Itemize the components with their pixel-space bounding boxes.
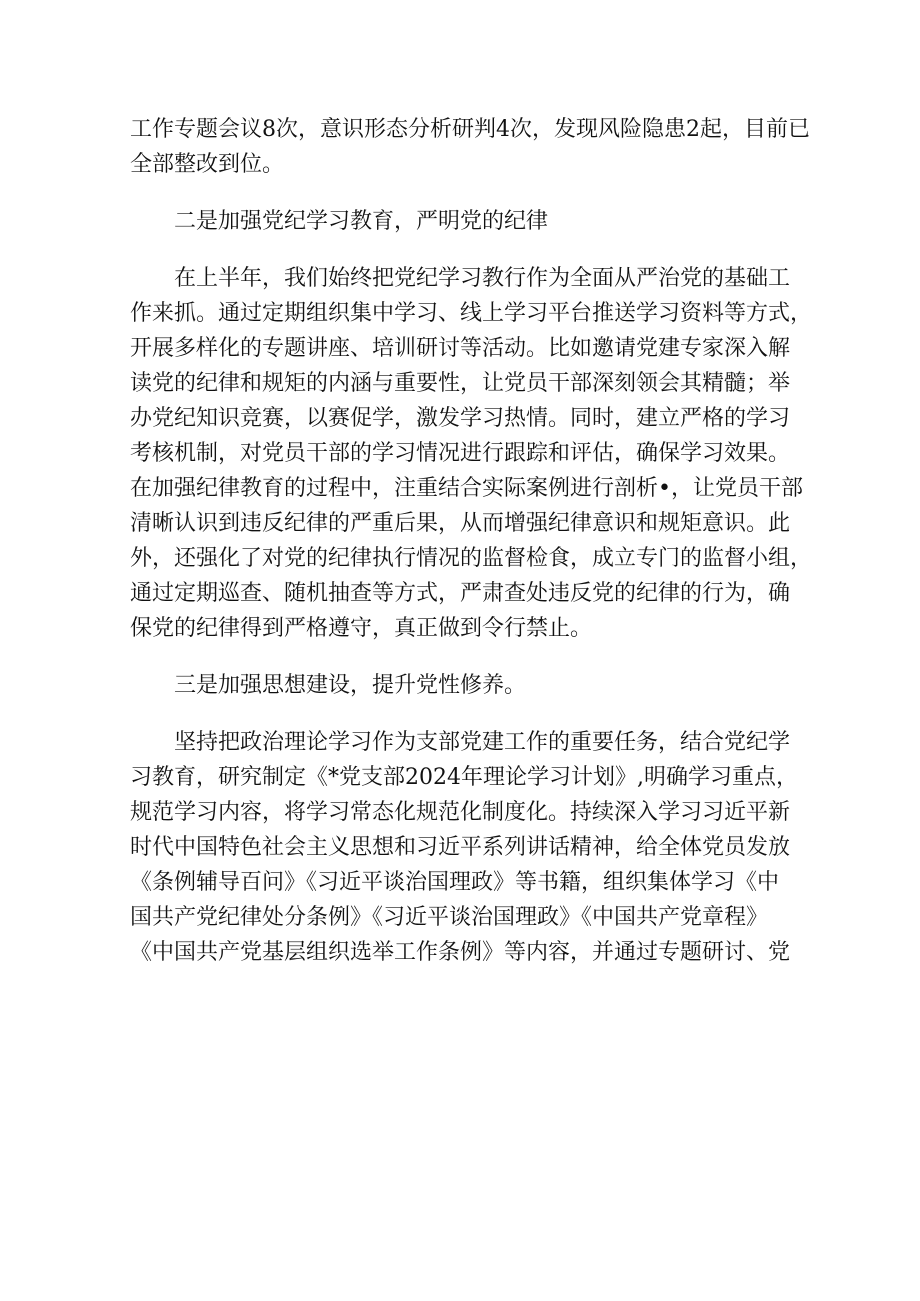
text-line: 读党的纪律和规矩的内涵与重要性，让党员干部深刻领会其精髓；举 bbox=[130, 371, 791, 396]
text-line: 在加强纪律教育的过程中，注重结合实际案例进行剖析•，让党员干部 bbox=[130, 476, 803, 501]
document-body bbox=[130, 112, 813, 970]
paragraph-ideological-building bbox=[130, 725, 798, 970]
text-line: 开展多样化的专题讲座、培训研讨等活动。比如邀请党建专家深入解 bbox=[130, 336, 791, 361]
text-line: 作来抓。通过定期组织集中学习、线上学习平台推送学习资料等方式， bbox=[130, 301, 813, 326]
text-line: 全部整改到位。 bbox=[130, 152, 285, 177]
text-line: 清晰认识到违反纪律的严重后果，从而增强纪律意识和规矩意识。此 bbox=[130, 511, 791, 536]
paragraph-discipline-education bbox=[130, 261, 813, 646]
text-line: 习教育，研究制定《*党支部2024年理论学习计划》,明确学习重点， bbox=[130, 765, 798, 790]
paragraph-heading-three bbox=[130, 668, 794, 703]
text-line: 通过定期巡查、随机抽查等方式，严肃查处违反党的纪律的行为，确 bbox=[130, 581, 791, 606]
text-line: 工作专题会议8次，意识形态分析研判4次，发现风险隐患2起，目前已 bbox=[130, 117, 810, 142]
text-line: 规范学习内容，将学习常态化规范化制度化。持续深入学习习近平新 bbox=[130, 800, 791, 825]
paragraph-heading-two bbox=[130, 204, 794, 239]
text-line: 外，还强化了对党的纪律执行情况的监督检食，成立专门的监督小组， bbox=[130, 546, 813, 571]
text-line: 《中国共产党基层组织选举工作条例》等内容，并通过专题研讨、党 bbox=[130, 940, 791, 965]
text-line: 保党的纪律得到严格遵守，真正做到令行禁止。 bbox=[130, 616, 593, 641]
text-line: 《条例辅导百问》《习近平谈治国理政》等书籍，组织集体学习《中 bbox=[130, 870, 780, 895]
text-line: 时代中国特色社会主义思想和习近平系列讲话精神，给全体党员发放 bbox=[130, 835, 791, 860]
text-line: 坚持把政治理论学习作为支部党建工作的重要任务，结合党纪学 bbox=[174, 730, 791, 755]
paragraph-intro-continued bbox=[130, 112, 810, 182]
text-line: 考核机制，对党员干部的学习情况进行跟踪和评估，确保学习效果。 bbox=[130, 441, 791, 466]
text-line: 在上半年，我们始终把党纪学习教行作为全面从严治党的基础工 bbox=[174, 266, 791, 291]
text-line: 国共产党纪律处分条例》《习近平谈治国理政》《中国共产党章程》 bbox=[130, 905, 769, 930]
text-line: 办党纪知识竞赛，以赛促学，激发学习热情。同时，建立严格的学习 bbox=[130, 406, 791, 431]
section-heading: 二是加强党纪学习教育，严明党的纪律 bbox=[174, 209, 549, 234]
section-heading: 三是加强思想建设，提升党性修养。 bbox=[174, 673, 527, 698]
